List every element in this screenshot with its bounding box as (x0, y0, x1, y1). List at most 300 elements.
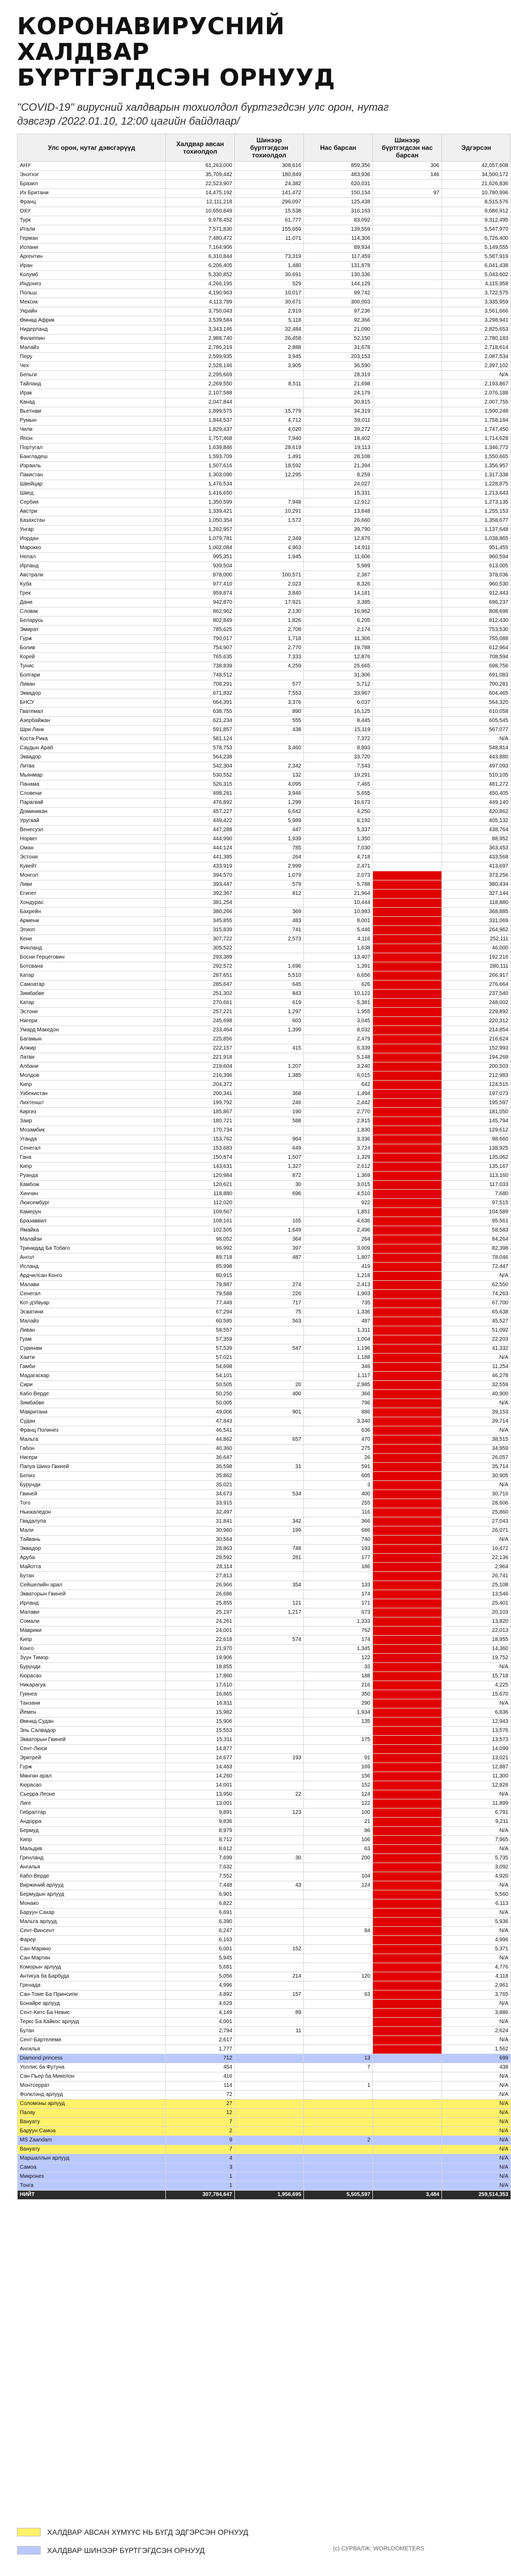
country-cell: Малайз (18, 1317, 166, 1326)
deaths-cell: 21,394 (304, 462, 373, 471)
new-deaths-cell (373, 1508, 442, 1517)
table-row (18, 335, 511, 344)
cases-cell: 22,523,907 (166, 180, 235, 189)
table-row (18, 2145, 511, 2154)
country-cell: Кот-д'Ивуар (18, 1299, 166, 1308)
deaths-cell: 106 (304, 1836, 373, 1845)
new-cases-cell: 368 (235, 1090, 304, 1099)
table-row (18, 1035, 511, 1044)
table-row (18, 698, 511, 708)
cases-cell: 444,990 (166, 835, 235, 844)
new-deaths-cell (373, 1781, 442, 1790)
country-cell: Тунис (18, 662, 166, 671)
cases-cell: 50,505 (166, 1381, 235, 1390)
table-row (18, 271, 511, 280)
country-cell: MS Zaandam (18, 2136, 166, 2145)
deaths-cell: 15,331 (304, 489, 373, 498)
cases-cell: 185,867 (166, 1108, 235, 1117)
country-cell: Эмират (18, 626, 166, 635)
new-deaths-cell (373, 1062, 442, 1072)
recovered-cell: 11,899 (442, 1799, 511, 1808)
new-deaths-cell (373, 1972, 442, 1981)
cases-cell: 109,567 (166, 1208, 235, 1217)
header-new-cases: Шинээр бүртгэгдсэн тохиолдол (235, 134, 304, 162)
table-row (18, 1344, 511, 1354)
recovered-cell: 135,167 (442, 1162, 511, 1172)
new-deaths-cell (373, 1372, 442, 1381)
cases-table-wrap (17, 134, 508, 2200)
deaths-cell: 5,381 (304, 999, 373, 1008)
table-row (18, 234, 511, 244)
table-row (18, 171, 511, 180)
recovered-cell: N/A (442, 371, 511, 380)
deaths-cell: 131,878 (304, 262, 373, 271)
country-cell: Исланд (18, 1263, 166, 1272)
deaths-cell: 4,718 (304, 853, 373, 862)
country-cell: Ирланд (18, 562, 166, 571)
legend-item-yellow (17, 2523, 424, 2541)
recovered-cell: N/A (442, 2163, 511, 2172)
deaths-cell: 203,153 (304, 353, 373, 362)
cases-cell: 143,631 (166, 1162, 235, 1172)
new-cases-cell: 3,945 (235, 353, 304, 362)
recovered-cell: 20,103 (442, 1608, 511, 1617)
recovered-cell: 145,794 (442, 1117, 511, 1126)
deaths-cell: 886 (304, 1408, 373, 1417)
table-row (18, 1526, 511, 1536)
new-cases-cell: 555 (235, 717, 304, 726)
new-deaths-cell (373, 935, 442, 944)
cases-cell: 4,113,789 (166, 298, 235, 307)
cases-cell: 754,907 (166, 644, 235, 653)
cases-cell: 54,101 (166, 1372, 235, 1381)
deaths-cell: 255 (304, 1499, 373, 1508)
deaths-cell (304, 2000, 373, 2009)
table-row (18, 1617, 511, 1627)
table-row (18, 871, 511, 880)
cases-cell: 4 (166, 2154, 235, 2163)
cases-cell: 457,227 (166, 808, 235, 817)
new-deaths-cell (373, 944, 442, 953)
new-deaths-cell (373, 617, 442, 626)
new-deaths-cell (373, 580, 442, 589)
cases-cell: 40,360 (166, 1445, 235, 1454)
country-cell: Гибралтар (18, 1808, 166, 1818)
new-cases-cell: 5,989 (235, 817, 304, 826)
deaths-cell: 133 (304, 1581, 373, 1590)
cases-cell: 216,396 (166, 1072, 235, 1081)
table-row (18, 935, 511, 944)
new-cases-cell: 11,071 (235, 234, 304, 244)
table-row (18, 425, 511, 435)
new-deaths-cell (373, 1235, 442, 1244)
table-row (18, 1053, 511, 1062)
country-cell: Экваторын Гвиней (18, 1590, 166, 1599)
recovered-cell: 1,356,957 (442, 462, 511, 471)
table-row (18, 1845, 511, 1854)
deaths-cell: 16,962 (304, 607, 373, 617)
new-deaths-cell (373, 489, 442, 498)
recovered-cell: 1,346,772 (442, 444, 511, 453)
cases-cell: 15,982 (166, 1708, 235, 1718)
table-row (18, 1308, 511, 1317)
table-row (18, 1890, 511, 1899)
title-line-1: КОРОНАВИРУСНИЙ ХАЛДВАР (17, 13, 285, 66)
legend-swatch-yellow (17, 2528, 41, 2536)
table-row (18, 1072, 511, 1081)
table-row (18, 225, 511, 234)
table-row (18, 489, 511, 498)
new-deaths-cell (373, 1390, 442, 1399)
cases-cell: 6,247 (166, 1927, 235, 1936)
new-cases-cell (235, 2036, 304, 2045)
deaths-cell: 1,311 (304, 1326, 373, 1335)
new-cases-cell: 6,642 (235, 808, 304, 817)
new-deaths-cell (373, 1344, 442, 1354)
new-deaths-cell (373, 2009, 442, 2018)
recovered-cell: 413,697 (442, 862, 511, 871)
new-deaths-cell (373, 1244, 442, 1253)
new-cases-cell (235, 1954, 304, 1963)
new-deaths-cell (373, 917, 442, 926)
recovered-cell: 699 (442, 2054, 511, 2063)
cases-cell: 6,390 (166, 1918, 235, 1927)
country-cell: Белиз (18, 1472, 166, 1481)
cases-cell: 4,149 (166, 2009, 235, 2018)
new-deaths-cell (373, 1945, 442, 1954)
table-row (18, 2018, 511, 2027)
country-cell: Эквадор (18, 689, 166, 698)
recovered-cell: 26,071 (442, 1526, 511, 1536)
deaths-cell: 2,612 (304, 1162, 373, 1172)
deaths-cell: 21 (304, 1818, 373, 1827)
cases-cell: 35,862 (166, 1472, 235, 1481)
table-row (18, 1672, 511, 1681)
deaths-cell: 24,027 (304, 480, 373, 489)
cases-cell: 98,052 (166, 1235, 235, 1244)
new-deaths-cell (373, 2109, 442, 2118)
table-row (18, 1972, 511, 1981)
table-row (18, 2063, 511, 2072)
cases-cell: 3,750,043 (166, 307, 235, 316)
recovered-cell: 46,000 (442, 944, 511, 953)
deaths-cell: 31,678 (304, 344, 373, 353)
deaths-cell: 7,543 (304, 762, 373, 771)
header (0, 0, 441, 134)
country-cell: ОХУ (18, 207, 166, 216)
new-cases-cell (235, 1417, 304, 1426)
new-deaths-cell (373, 380, 442, 389)
new-cases-cell: 30 (235, 1854, 304, 1863)
recovered-cell: 194,269 (442, 1053, 511, 1062)
table-row (18, 1490, 511, 1499)
table-row (18, 1208, 511, 1217)
header-country: Улс орон, нутаг дэвсгэрүүд (18, 134, 166, 162)
country-cell: Андорра (18, 1818, 166, 1827)
deaths-cell: 366 (304, 1517, 373, 1526)
recovered-cell: 113,160 (442, 1172, 511, 1181)
new-cases-cell (235, 1708, 304, 1718)
country-cell: Мөнгөн арал (18, 1772, 166, 1781)
new-cases-cell: 1,079 (235, 871, 304, 880)
recovered-cell: 15,670 (442, 1690, 511, 1699)
country-cell: Малави (18, 1608, 166, 1617)
country-cell: Шри Ланк (18, 726, 166, 735)
deaths-cell: 2,442 (304, 1099, 373, 1108)
new-deaths-cell (373, 1936, 442, 1945)
legend-label-blue: ХАЛДВАР ШИНЭЭР БҮРТГЭГДСЭН ОРНУУД (47, 2546, 205, 2555)
cases-cell: 24,261 (166, 1617, 235, 1627)
new-cases-cell: 8,511 (235, 380, 304, 389)
table-row (18, 1153, 511, 1162)
new-cases-cell (235, 1354, 304, 1363)
new-cases-cell: 574 (235, 1636, 304, 1645)
country-cell: Diamond princess (18, 2054, 166, 2063)
cases-cell: 765,635 (166, 653, 235, 662)
new-cases-cell (235, 1981, 304, 1990)
new-cases-cell (235, 2081, 304, 2091)
deaths-cell: 6,015 (304, 1072, 373, 1081)
recovered-cell: 700,281 (442, 680, 511, 689)
deaths-cell: 10,122 (304, 990, 373, 999)
cases-cell: 12,111,218 (166, 198, 235, 207)
deaths-cell: 1,638 (304, 944, 373, 953)
recovered-cell: 6,836 (442, 1708, 511, 1718)
cases-cell: 2,107,588 (166, 389, 235, 398)
country-cell: Бонайре арлууд (18, 2000, 166, 2009)
table-row (18, 962, 511, 971)
cases-cell: 15,311 (166, 1736, 235, 1745)
cases-cell: 591,857 (166, 726, 235, 735)
table-row (18, 1217, 511, 1226)
new-cases-cell (235, 1863, 304, 1872)
new-deaths-cell (373, 2063, 442, 2072)
deaths-cell: 83,092 (304, 216, 373, 225)
new-deaths-cell (373, 2136, 442, 2145)
new-cases-cell: 123 (235, 1808, 304, 1818)
deaths-cell: 86 (304, 1827, 373, 1836)
table-row (18, 316, 511, 325)
country-cell: Тонга (18, 2182, 166, 2191)
cases-cell: 21,970 (166, 1645, 235, 1654)
new-cases-cell: 1,385 (235, 1072, 304, 1081)
recovered-cell: 12,943 (442, 1718, 511, 1727)
new-cases-cell: 20 (235, 1381, 304, 1390)
cases-cell: 222,157 (166, 1044, 235, 1053)
country-cell: Пакистан (18, 471, 166, 480)
deaths-cell: 2,367 (304, 571, 373, 580)
new-cases-cell (235, 2091, 304, 2100)
table-row (18, 1581, 511, 1590)
deaths-cell: 6,656 (304, 971, 373, 981)
deaths-cell: 63 (304, 1845, 373, 1854)
recovered-cell: 65,638 (442, 1308, 511, 1317)
cases-cell: 27 (166, 2100, 235, 2109)
new-cases-cell: 487 (235, 1253, 304, 1263)
recovered-cell: 960,594 (442, 553, 511, 562)
cases-cell: 14,677 (166, 1754, 235, 1763)
new-deaths-cell (373, 1690, 442, 1699)
country-cell: Габон (18, 1445, 166, 1454)
new-deaths-cell (373, 1708, 442, 1718)
new-deaths-cell (373, 425, 442, 435)
table-row (18, 2127, 511, 2136)
deaths-cell: 735 (304, 1299, 373, 1308)
country-cell: Коста-Рика (18, 735, 166, 744)
cases-cell: 32,497 (166, 1508, 235, 1517)
new-deaths-cell (373, 1408, 442, 1417)
recovered-cell: 1,255,153 (442, 507, 511, 516)
new-cases-cell: 1,939 (235, 835, 304, 844)
new-cases-cell: 354 (235, 1581, 304, 1590)
cases-cell: 621,234 (166, 717, 235, 726)
new-deaths-cell (373, 2127, 442, 2136)
deaths-cell: 171 (304, 1599, 373, 1608)
recovered-cell: N/A (442, 2072, 511, 2081)
new-deaths-cell (373, 853, 442, 862)
new-cases-cell (235, 1053, 304, 1062)
new-cases-cell: 7,940 (235, 435, 304, 444)
deaths-cell: 605 (304, 1472, 373, 1481)
country-cell: Сан-Томе Ба Принсипи (18, 1990, 166, 2000)
table-row (18, 680, 511, 689)
new-cases-cell (235, 1909, 304, 1918)
deaths-cell (304, 2027, 373, 2036)
new-deaths-cell (373, 871, 442, 880)
country-cell: Чех (18, 362, 166, 371)
cases-cell: 4,629 (166, 2000, 235, 2009)
recovered-cell: N/A (442, 1845, 511, 1854)
new-cases-cell: 193 (235, 1754, 304, 1763)
new-deaths-cell: 146 (373, 171, 442, 180)
cases-cell: 542,304 (166, 762, 235, 771)
table-row (18, 1781, 511, 1790)
cases-cell: 219,604 (166, 1062, 235, 1072)
deaths-cell: 16,673 (304, 799, 373, 808)
new-cases-cell: 364 (235, 1235, 304, 1244)
recovered-cell: 698,756 (442, 662, 511, 671)
new-deaths-cell (373, 698, 442, 708)
deaths-cell: 7,372 (304, 735, 373, 744)
table-row (18, 799, 511, 808)
recovered-cell: 6,726,400 (442, 234, 511, 244)
new-cases-cell: 534 (235, 1490, 304, 1499)
country-cell: Гватемал (18, 708, 166, 717)
country-cell: Филиппин (18, 335, 166, 344)
new-cases-cell: 30,691 (235, 271, 304, 280)
country-cell: Бермуд (18, 1827, 166, 1836)
recovered-cell: N/A (442, 1927, 511, 1936)
recovered-cell: 11,300 (442, 1772, 511, 1781)
country-cell: Уругвай (18, 817, 166, 826)
table-row (18, 726, 511, 735)
table-row (18, 1299, 511, 1308)
recovered-cell: 331,069 (442, 917, 511, 926)
new-cases-cell (235, 735, 304, 744)
cases-cell: 2,786,219 (166, 344, 235, 353)
deaths-cell: 174 (304, 1636, 373, 1645)
new-deaths-cell (373, 435, 442, 444)
country-cell: Мали (18, 1526, 166, 1536)
table-row (18, 789, 511, 799)
new-deaths-cell (373, 880, 442, 890)
cases-cell: 564,238 (166, 753, 235, 762)
new-cases-cell: 3,376 (235, 698, 304, 708)
new-cases-cell: 964 (235, 1135, 304, 1144)
deaths-cell: 10,444 (304, 899, 373, 908)
recovered-cell: 78,046 (442, 1253, 511, 1263)
new-cases-cell: 15,779 (235, 407, 304, 416)
recovered-cell: 45,527 (442, 1317, 511, 1326)
table-row (18, 1981, 511, 1990)
new-deaths-cell (373, 1572, 442, 1581)
deaths-cell (304, 1963, 373, 1972)
recovered-cell: 6,791 (442, 1808, 511, 1818)
new-deaths-cell (373, 516, 442, 526)
new-deaths-cell (373, 1126, 442, 1135)
new-deaths-cell (373, 325, 442, 335)
deaths-cell: 636 (304, 1426, 373, 1435)
table-row (18, 899, 511, 908)
table-row (18, 735, 511, 744)
cases-cell: 526,315 (166, 780, 235, 789)
new-deaths-cell (373, 1763, 442, 1772)
recovered-cell: 2,961 (442, 1981, 511, 1990)
country-cell: Узбекистан (18, 1090, 166, 1099)
new-cases-cell: 30,671 (235, 298, 304, 307)
table-row (18, 1390, 511, 1399)
deaths-cell: 2,174 (304, 626, 373, 635)
country-cell: Эквадор (18, 1545, 166, 1554)
table-row (18, 717, 511, 726)
new-cases-cell (235, 1335, 304, 1344)
country-cell: Непал (18, 553, 166, 562)
deaths-cell: 2,413 (304, 1281, 373, 1290)
table-row (18, 1654, 511, 1663)
country-cell: Тринидад Ба Тобаго (18, 1244, 166, 1253)
deaths-cell: 2,496 (304, 1226, 373, 1235)
country-cell: Камбож (18, 1181, 166, 1190)
deaths-cell: 10,983 (304, 908, 373, 917)
recovered-cell: 4,920 (442, 1872, 511, 1881)
new-cases-cell (235, 1472, 304, 1481)
country-cell: АНУ (18, 162, 166, 171)
deaths-cell: 1,903 (304, 1290, 373, 1299)
table-row (18, 1572, 511, 1581)
cases-cell: 862,962 (166, 607, 235, 617)
country-cell: Ливан (18, 1326, 166, 1335)
table-row (18, 835, 511, 844)
new-cases-cell (235, 1445, 304, 1454)
new-deaths-cell (373, 1217, 442, 1226)
recovered-cell: 420,862 (442, 808, 511, 817)
deaths-cell: 39,272 (304, 425, 373, 435)
new-cases-cell: 890 (235, 708, 304, 717)
country-cell: Палау (18, 2109, 166, 2118)
recovered-cell: 605,545 (442, 717, 511, 726)
country-cell: Зимбабве (18, 990, 166, 999)
cases-cell: 2,295,669 (166, 371, 235, 380)
new-cases-cell: 22 (235, 1790, 304, 1799)
cases-cell: 305,522 (166, 944, 235, 953)
recovered-cell: 613,005 (442, 562, 511, 571)
new-cases-cell (235, 671, 304, 680)
total-recovered: 259,514,353 (442, 2191, 511, 2200)
cases-cell: 180,721 (166, 1117, 235, 1126)
new-cases-cell: 180,849 (235, 171, 304, 180)
deaths-cell: 186 (304, 1563, 373, 1572)
new-cases-cell: 10,291 (235, 507, 304, 516)
